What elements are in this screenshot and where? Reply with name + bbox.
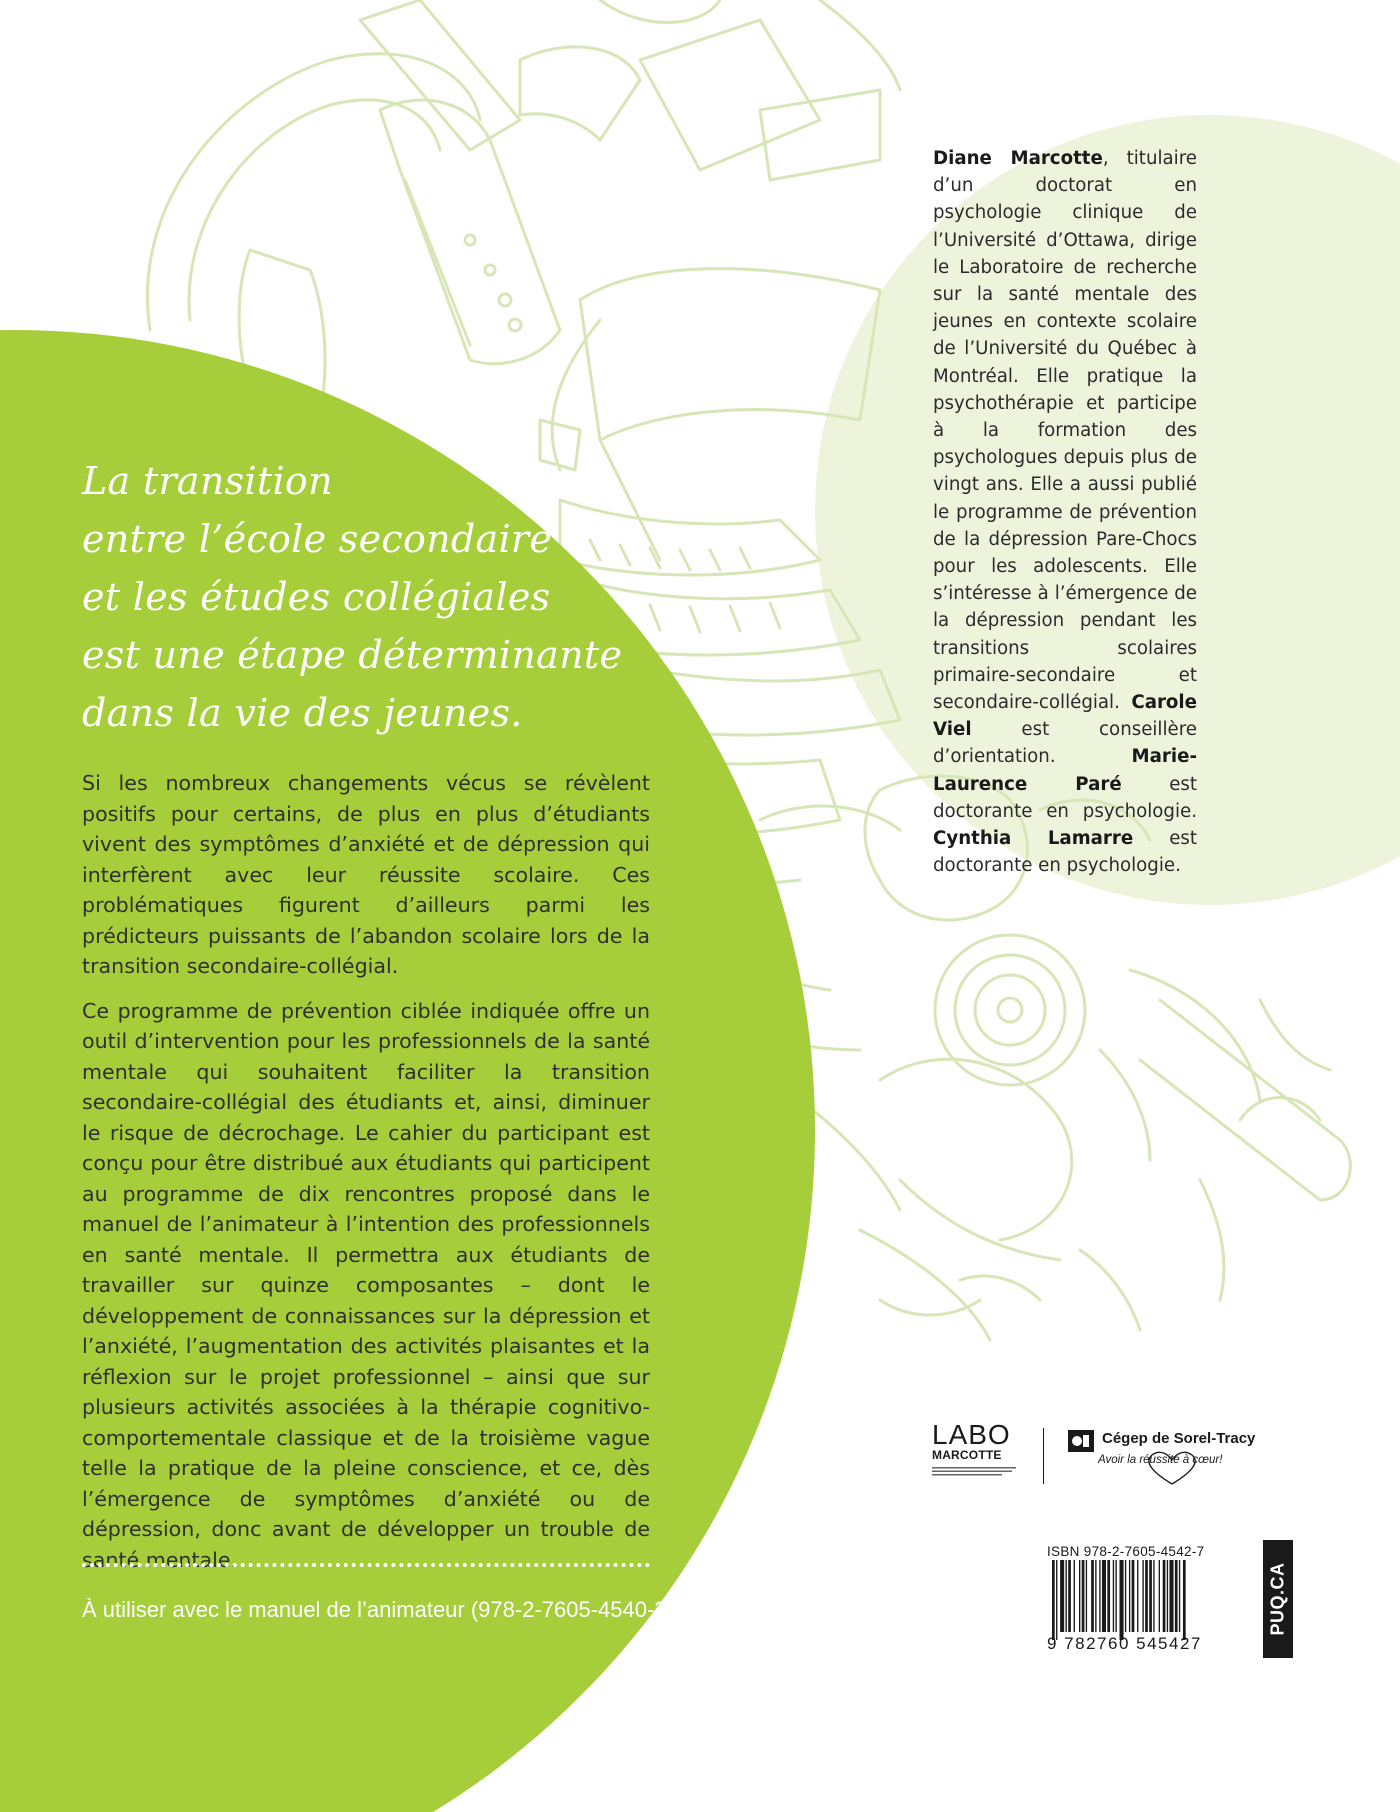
- pull-quote: [82, 452, 642, 742]
- isbn-label: ISBN 978-2-7605-4542-7: [1047, 1544, 1205, 1559]
- barcode-bar: [1183, 1560, 1186, 1640]
- barcode-bar: [1086, 1560, 1087, 1632]
- quote-line: La transition: [82, 459, 333, 503]
- barcode-bar: [1068, 1560, 1071, 1632]
- barcode-bar: [1153, 1560, 1154, 1632]
- publisher-label: PUQ.CA: [1267, 1562, 1288, 1636]
- cegep-mark-icon: [1068, 1430, 1094, 1452]
- quote-line: dans la vie des jeunes.: [82, 691, 523, 735]
- barcode-bar: [1079, 1560, 1080, 1632]
- logo-divider: [1043, 1428, 1044, 1484]
- barcode-bar: [1125, 1560, 1126, 1632]
- author-name: Carole Viel: [933, 692, 1197, 741]
- dotted-separator: [82, 1563, 650, 1567]
- barcode-bar: [1113, 1560, 1114, 1632]
- barcode-bar: [1129, 1560, 1130, 1632]
- barcode-bar: [1107, 1560, 1110, 1632]
- barcode-bar: [1175, 1560, 1178, 1632]
- barcode-bar: [1115, 1560, 1116, 1632]
- barcode-bar: [1052, 1560, 1055, 1640]
- barcode-bar: [1082, 1560, 1085, 1632]
- cegep-tagline: Avoir la réussite à cœur!: [1098, 1454, 1223, 1466]
- author-bio-text: est doctorante en psychologie.: [933, 773, 1197, 822]
- barcode-digits: 9 782760 545427: [1047, 1634, 1202, 1653]
- barcode-bar: [1132, 1560, 1135, 1632]
- author-name: Marie-Laurence Paré: [933, 746, 1197, 795]
- author-name: Cynthia Lamarre: [933, 828, 1134, 850]
- barcode-bar: [1091, 1560, 1094, 1632]
- barcode-bar: [1102, 1560, 1106, 1632]
- labo-marcotte-logo: [932, 1419, 1016, 1486]
- barcode-bar: [1074, 1560, 1075, 1632]
- quote-line: est une étape déterminante: [82, 633, 623, 677]
- author-bio-text: , titulaire d’un doctorat en psychologie clinique de l’Université d’Ottawa, dirige le Laboratoire de recherche sur la santé mentale des jeunes en contexte scolaire de l’Université du Québec à Montréal. Elle pratique la psychothérapie et participe à la formation des psychologues depuis plus de vingt ans. Elle a aussi publié le programme de prévention de la dépression Pare-Chocs pour les adolescents. Elle s’intéresse à l’émergence de la dépression pendant les transitions scolaires primaire-secondaire et secondaire-collégial.: [933, 148, 1197, 714]
- author-name: Diane Marcotte: [933, 148, 1103, 169]
- barcode-bar: [1099, 1560, 1100, 1632]
- description-paragraph: Si les nombreux changements vécus se révèlent positifs pour certains, de plus en plus d’étudiants vivent des symptômes d’anxiété et de dépression qui interfèrent avec leur réussite scolaire. Ces problématiques figurent d’ailleurs parmi les prédicteurs puissants de l’abandon scolaire lors de la transition secondaire-collégial.: [82, 771, 650, 978]
- cegep-name: Cégep de Sorel-Tracy: [1102, 1430, 1256, 1447]
- barcode-bar: [1145, 1560, 1148, 1632]
- barcode-bar: [1159, 1560, 1160, 1632]
- barcode-bar: [1095, 1560, 1096, 1632]
- publisher-badge: [1263, 1540, 1293, 1658]
- author-bio: [933, 145, 1197, 879]
- barcode-bar: [1169, 1560, 1173, 1632]
- barcode-bar: [1179, 1560, 1180, 1632]
- barcode-bar: [1163, 1560, 1166, 1632]
- barcode-bar: [1142, 1560, 1143, 1632]
- book-description: [82, 768, 650, 1589]
- quote-line: entre l’école secondaire: [82, 517, 553, 561]
- marcotte-word: MARCOTTE: [932, 1448, 1002, 1462]
- barcode-bar: [1167, 1560, 1168, 1632]
- quote-line: et les études collégiales: [82, 575, 551, 619]
- barcode-bar: [1149, 1560, 1152, 1632]
- labo-fine-print: [932, 1466, 1016, 1476]
- barcode-bar: [1056, 1560, 1057, 1640]
- barcode-bar: [1060, 1560, 1064, 1632]
- heart-icon: [1142, 1450, 1202, 1486]
- partner-logos: [932, 1419, 1272, 1488]
- barcode-bar: [1137, 1560, 1138, 1632]
- author-bio-text: est conseillère d’orientation.: [933, 719, 1197, 768]
- usage-note: À utiliser avec le manuel de l’animateur (978-2-7605-4540-3).: [82, 1597, 680, 1622]
- barcode-bar: [1120, 1560, 1124, 1640]
- cegep-sorel-tracy-logo: [1068, 1428, 1278, 1488]
- labo-word: LABO: [932, 1419, 1011, 1450]
- barcode-bar: [1066, 1560, 1067, 1632]
- author-bio-text: est doctorante en psychologie.: [933, 828, 1198, 877]
- description-paragraph: Ce programme de prévention ciblée indiquée offre un outil d’intervention pour les professionnels de la santé mentale qui souhaitent faciliter la transition secondaire-collégial des étudiants et, ainsi, diminuer le risque de décrochage. Le cahier du participant est conçu pour être distribué aux étudiants qui participent au programme de dix rencontres proposé dans le manuel de l’animateur à l’intention des professionnels en santé mentale. Il permettra aux étudiants de travailler sur quinze composantes – dont le développement de connaissances sur la dépression et l’anxiété, l’augmentation des activités plaisantes et la réflexion sur le projet professionnel – ainsi que sur plusieurs activités associées à la thérapie cognitivo-comportementale classique et de la troisième vague telle la pratique de la pleine conscience, et ce, dès l’émergence de symptômes d’anxiété ou de dépression, donc avant de développer un trouble de santé mentale.: [82, 998, 650, 1572]
